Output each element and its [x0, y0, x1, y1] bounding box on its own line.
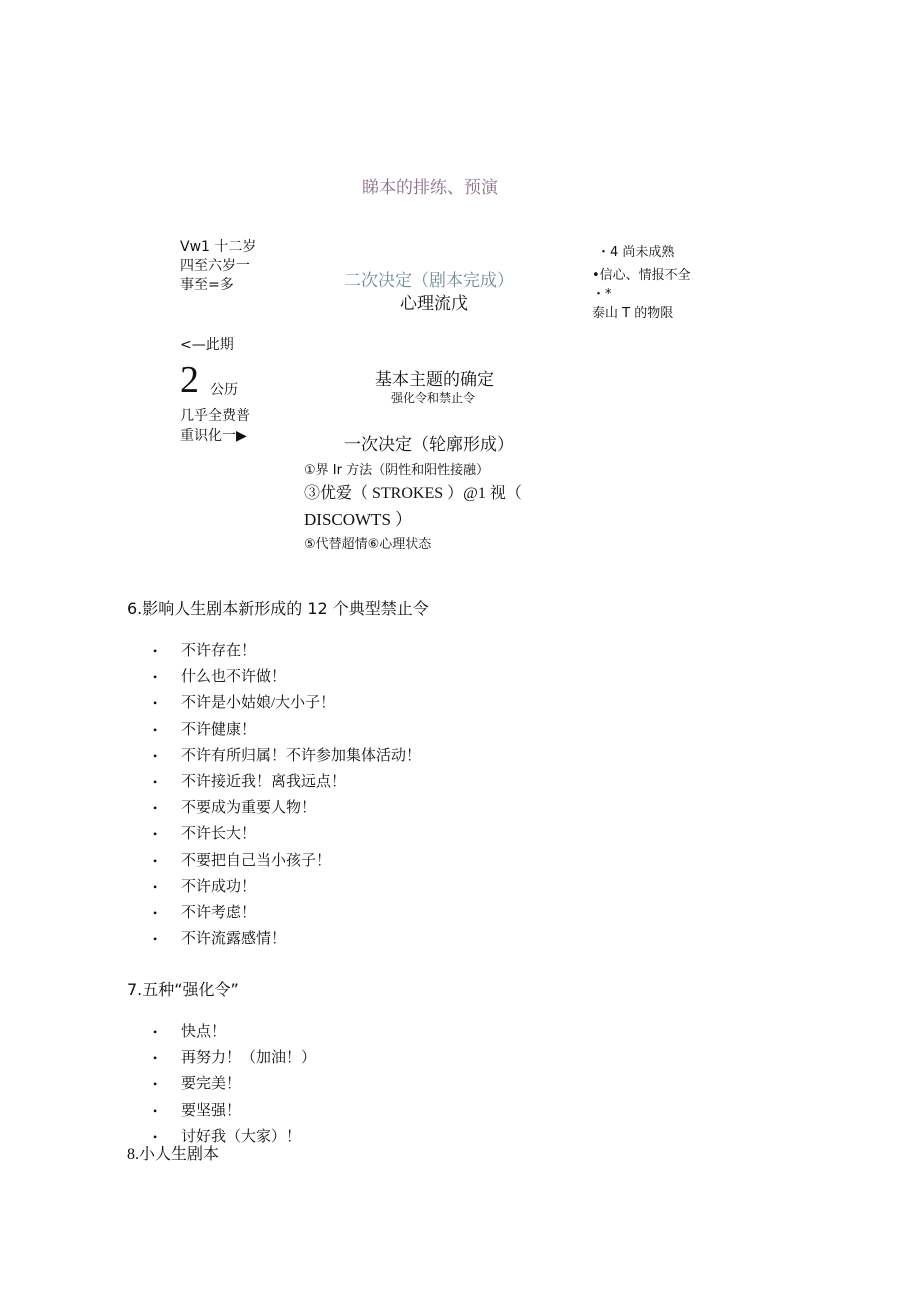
basic-theme-sublabel: 强化令和禁止令	[391, 391, 476, 405]
right-note-line-2: •信心、情报不全	[592, 268, 691, 283]
left-big-label: 公历	[210, 382, 238, 398]
bullet: •	[153, 1129, 158, 1144]
bullet: •	[153, 853, 158, 868]
section-7-heading: 7.五种“强化令”	[127, 980, 239, 999]
left-bottom-line-2: 重识化一▶	[180, 428, 247, 444]
list-item-text: 不许健康！	[181, 721, 257, 738]
list-item-text: 不许成功！	[181, 878, 257, 895]
list-item-text: 不许接近我！离我远点！	[181, 773, 347, 790]
list-item-text: 不许有所归属！不许参加集体活动！	[181, 747, 422, 764]
list-item-text: 不许长大！	[181, 826, 257, 843]
list-item-text: 不要把自己当小孩子！	[181, 852, 332, 869]
bullet: •	[153, 1103, 158, 1118]
bullet: •	[153, 801, 158, 816]
bullet: •	[153, 905, 158, 920]
right-note-line-4: 泰山 T 的物限	[592, 306, 674, 321]
list-item-text: 再努力！（加油！）	[181, 1050, 317, 1067]
bullet: •	[153, 670, 158, 685]
bullet: •	[153, 932, 158, 947]
method-line-4: ⑤代替超情⑥心理状态	[304, 537, 432, 552]
method-line-3: DISCOWTS ）	[304, 510, 413, 529]
list-item-text: 不许是小姑娘/大小子！	[181, 695, 336, 712]
left-big-number: 2	[180, 359, 199, 401]
method-line-2: ③优爱（ STROKES ）@1 视（	[304, 485, 522, 502]
left-note-line-3: 事至=多	[180, 277, 234, 293]
bullet: •	[153, 644, 158, 658]
bullet: •	[153, 1051, 158, 1066]
right-note-line-3: ・*	[592, 287, 612, 302]
method-line-1: ①界 Ir 方法（阴性和阳性接融）	[304, 463, 490, 478]
first-decision-label: 一次决定（轮廓形成）	[344, 435, 514, 455]
second-decision-label: 二次决定（剧本完成）	[344, 271, 514, 291]
list-item-text: 要坚强！	[181, 1102, 242, 1119]
list-item-text: 不许存在！	[181, 643, 257, 659]
section-6-heading: 6.影响人生剧本新形成的 12 个典型禁止令	[127, 599, 429, 618]
list-item-text: 什么也不许做！	[181, 669, 287, 686]
diagram-title: 睇本的排练、预演	[362, 178, 498, 198]
bullet: •	[153, 696, 158, 711]
list-item-text: 讨好我（大家）！	[181, 1128, 302, 1145]
bullet: •	[153, 748, 158, 763]
bullet: •	[153, 879, 158, 894]
list-item-text: 不许考虑！	[181, 904, 257, 921]
left-note-line-1: Vw1 十二岁	[180, 239, 257, 255]
list-item-text: 快点！	[181, 1024, 227, 1040]
list-item-text: 不要成为重要人物！	[181, 800, 317, 817]
left-note-line-2: 四至六岁一	[180, 258, 250, 274]
psych-flow-label: 心理流戊	[400, 294, 468, 314]
bullet: •	[153, 722, 158, 737]
list-item-text: 不许流露感情！	[181, 931, 287, 948]
section-8-heading: 8.小人生剧本	[127, 1146, 220, 1163]
bullet: •	[153, 1025, 158, 1039]
bullet: •	[153, 774, 158, 789]
bullet: •	[153, 827, 158, 842]
bullet: •	[153, 1077, 158, 1092]
left-bottom-line-1: 几乎全费普	[180, 408, 250, 424]
right-note-line-1: ・4 尚未成熟	[597, 245, 675, 260]
left-period-label: <—此期	[180, 337, 234, 353]
basic-theme-label: 基本主题的确定	[375, 370, 494, 390]
list-item-text: 要完美！	[181, 1076, 242, 1093]
